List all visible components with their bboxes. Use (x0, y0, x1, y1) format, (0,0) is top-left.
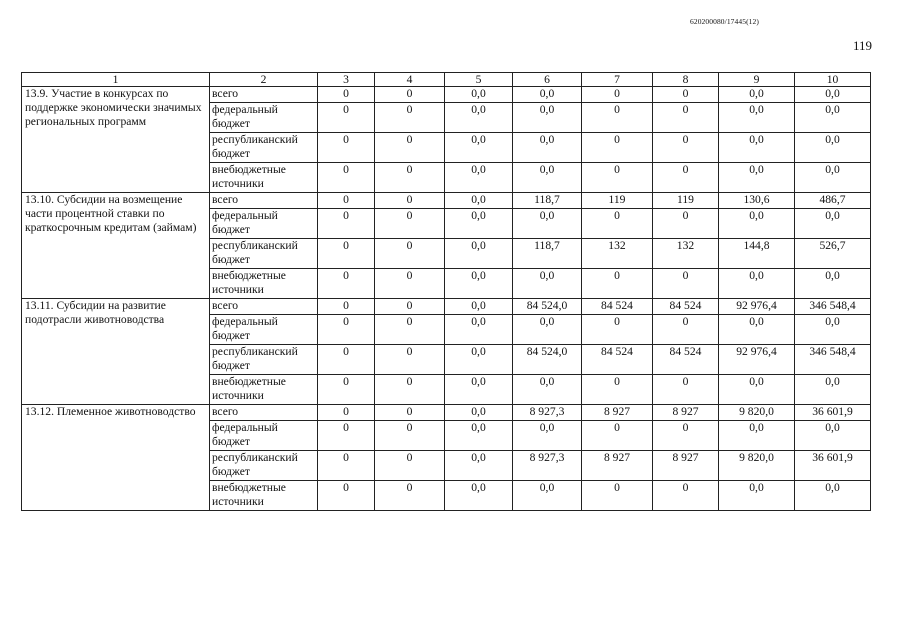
program-name-cell: 13.10. Субсидии на возмещение части процентной ставки по краткосрочным кредитам (займам) (22, 193, 210, 299)
value-cell: 0,0 (719, 481, 795, 511)
value-cell: 144,8 (719, 239, 795, 269)
value-cell: 0,0 (719, 103, 795, 133)
funding-source-cell: всего (210, 405, 318, 421)
value-cell: 0,0 (513, 163, 582, 193)
value-cell: 0 (375, 239, 445, 269)
value-cell: 0 (375, 163, 445, 193)
value-cell: 84 524,0 (513, 299, 582, 315)
value-cell: 0 (375, 421, 445, 451)
value-cell: 0 (375, 133, 445, 163)
value-cell: 0,0 (795, 481, 871, 511)
value-cell: 0 (318, 481, 375, 511)
value-cell: 0,0 (795, 209, 871, 239)
value-cell: 0 (375, 375, 445, 405)
page-number: 119 (853, 38, 873, 53)
value-cell: 0 (653, 103, 719, 133)
column-header-10: 10 (795, 73, 871, 87)
value-cell: 0 (582, 87, 653, 103)
value-cell: 0,0 (513, 103, 582, 133)
value-cell: 526,7 (795, 239, 871, 269)
value-cell: 0,0 (795, 133, 871, 163)
value-cell: 0 (318, 299, 375, 315)
value-cell: 0 (318, 345, 375, 375)
value-cell: 0,0 (719, 163, 795, 193)
value-cell: 0 (375, 451, 445, 481)
value-cell: 0,0 (719, 269, 795, 299)
value-cell: 8 927 (653, 451, 719, 481)
value-cell: 0,0 (513, 481, 582, 511)
value-cell: 0 (582, 421, 653, 451)
value-cell: 0,0 (795, 269, 871, 299)
funding-source-cell: республиканский бюджет (210, 133, 318, 163)
value-cell: 0,0 (445, 315, 513, 345)
value-cell: 0 (582, 269, 653, 299)
table-row (22, 193, 871, 209)
value-cell: 0 (318, 451, 375, 481)
value-cell: 0,0 (445, 133, 513, 163)
value-cell: 0,0 (445, 481, 513, 511)
value-cell: 0 (318, 193, 375, 209)
value-cell: 0,0 (795, 315, 871, 345)
value-cell: 8 927,3 (513, 451, 582, 481)
value-cell: 0,0 (513, 315, 582, 345)
funding-source-cell: республиканский бюджет (210, 239, 318, 269)
value-cell: 0 (318, 315, 375, 345)
value-cell: 0 (375, 103, 445, 133)
value-cell: 0 (582, 315, 653, 345)
value-cell: 0 (318, 103, 375, 133)
value-cell: 0,0 (513, 421, 582, 451)
funding-source-cell: всего (210, 87, 318, 103)
value-cell: 0,0 (719, 209, 795, 239)
value-cell: 36 601,9 (795, 405, 871, 421)
program-name-cell: 13.11. Субсидии на развитие подотрасли животноводства (22, 299, 210, 405)
value-cell: 0 (375, 405, 445, 421)
value-cell: 0,0 (445, 209, 513, 239)
program-name-cell: 13.9. Участие в конкурсах по поддержке экономически значимых региональных программ (22, 87, 210, 193)
value-cell: 0 (318, 133, 375, 163)
document-code: 620200080/17445(12) (690, 17, 759, 26)
funding-source-cell: республиканский бюджет (210, 345, 318, 375)
value-cell: 346 548,4 (795, 299, 871, 315)
value-cell: 0,0 (445, 269, 513, 299)
column-header-5: 5 (445, 73, 513, 87)
value-cell: 0,0 (795, 421, 871, 451)
column-header-8: 8 (653, 73, 719, 87)
column-header-2: 2 (210, 73, 318, 87)
column-header-1: 1 (22, 73, 210, 87)
value-cell: 0 (582, 103, 653, 133)
funding-source-cell: всего (210, 299, 318, 315)
value-cell: 0 (318, 269, 375, 299)
value-cell: 0 (318, 209, 375, 239)
value-cell: 0 (375, 87, 445, 103)
value-cell: 0,0 (445, 163, 513, 193)
value-cell: 0 (653, 163, 719, 193)
value-cell: 84 524 (653, 345, 719, 375)
value-cell: 0,0 (445, 299, 513, 315)
value-cell: 0 (653, 87, 719, 103)
value-cell: 0 (375, 209, 445, 239)
value-cell: 0,0 (795, 163, 871, 193)
value-cell: 486,7 (795, 193, 871, 209)
funding-source-cell: всего (210, 193, 318, 209)
value-cell: 0 (375, 315, 445, 345)
value-cell: 0 (318, 163, 375, 193)
program-name-cell: 13.12. Племенное животноводство (22, 405, 210, 511)
value-cell: 8 927,3 (513, 405, 582, 421)
value-cell: 84 524,0 (513, 345, 582, 375)
value-cell: 0,0 (719, 87, 795, 103)
value-cell: 119 (653, 193, 719, 209)
value-cell: 0,0 (445, 193, 513, 209)
value-cell: 346 548,4 (795, 345, 871, 375)
value-cell: 8 927 (582, 451, 653, 481)
value-cell: 0 (653, 481, 719, 511)
value-cell: 0 (653, 209, 719, 239)
value-cell: 0,0 (513, 87, 582, 103)
value-cell: 0,0 (719, 315, 795, 345)
value-cell: 0,0 (719, 133, 795, 163)
value-cell: 0,0 (719, 421, 795, 451)
value-cell: 132 (582, 239, 653, 269)
value-cell: 8 927 (653, 405, 719, 421)
value-cell: 0 (375, 299, 445, 315)
value-cell: 0,0 (513, 269, 582, 299)
table-body (22, 73, 871, 511)
column-header-6: 6 (513, 73, 582, 87)
value-cell: 84 524 (582, 299, 653, 315)
value-cell: 118,7 (513, 239, 582, 269)
value-cell: 0,0 (513, 209, 582, 239)
value-cell: 0,0 (445, 103, 513, 133)
value-cell: 0,0 (795, 375, 871, 405)
funding-source-cell: внебюджетные источники (210, 481, 318, 511)
value-cell: 132 (653, 239, 719, 269)
value-cell: 9 820,0 (719, 405, 795, 421)
funding-source-cell: внебюджетные источники (210, 269, 318, 299)
value-cell: 0,0 (445, 421, 513, 451)
funding-source-cell: республиканский бюджет (210, 451, 318, 481)
value-cell: 0,0 (795, 103, 871, 133)
value-cell: 0 (375, 193, 445, 209)
value-cell: 0 (318, 421, 375, 451)
value-cell: 8 927 (582, 405, 653, 421)
value-cell: 0 (582, 163, 653, 193)
value-cell: 0 (375, 481, 445, 511)
value-cell: 0 (653, 315, 719, 345)
value-cell: 0 (318, 87, 375, 103)
value-cell: 0 (318, 239, 375, 269)
column-header-3: 3 (318, 73, 375, 87)
funding-source-cell: федеральный бюджет (210, 421, 318, 451)
value-cell: 0,0 (445, 405, 513, 421)
value-cell: 0 (582, 133, 653, 163)
value-cell: 0 (375, 345, 445, 375)
value-cell: 0,0 (795, 87, 871, 103)
value-cell: 0,0 (513, 133, 582, 163)
funding-source-cell: федеральный бюджет (210, 315, 318, 345)
value-cell: 84 524 (582, 345, 653, 375)
value-cell: 0 (582, 209, 653, 239)
table-row (22, 299, 871, 315)
value-cell: 0 (653, 421, 719, 451)
funding-source-cell: федеральный бюджет (210, 209, 318, 239)
value-cell: 0 (582, 481, 653, 511)
value-cell: 9 820,0 (719, 451, 795, 481)
value-cell: 130,6 (719, 193, 795, 209)
value-cell: 0,0 (719, 375, 795, 405)
funding-source-cell: внебюджетные источники (210, 163, 318, 193)
value-cell: 0,0 (445, 87, 513, 103)
value-cell: 36 601,9 (795, 451, 871, 481)
column-header-4: 4 (375, 73, 445, 87)
value-cell: 0 (318, 405, 375, 421)
value-cell: 92 976,4 (719, 345, 795, 375)
value-cell: 0 (653, 375, 719, 405)
value-cell: 0 (375, 269, 445, 299)
table-row (22, 405, 871, 421)
value-cell: 118,7 (513, 193, 582, 209)
value-cell: 0 (582, 375, 653, 405)
value-cell: 84 524 (653, 299, 719, 315)
table-row (22, 87, 871, 103)
value-cell: 0 (653, 269, 719, 299)
value-cell: 0 (653, 133, 719, 163)
budget-table (21, 72, 871, 511)
column-header-9: 9 (719, 73, 795, 87)
value-cell: 119 (582, 193, 653, 209)
value-cell: 0,0 (445, 451, 513, 481)
header-row (22, 73, 871, 87)
value-cell: 0,0 (445, 345, 513, 375)
value-cell: 0,0 (445, 239, 513, 269)
funding-source-cell: внебюджетные источники (210, 375, 318, 405)
value-cell: 92 976,4 (719, 299, 795, 315)
value-cell: 0,0 (513, 375, 582, 405)
value-cell: 0 (318, 375, 375, 405)
funding-source-cell: федеральный бюджет (210, 103, 318, 133)
column-header-7: 7 (582, 73, 653, 87)
value-cell: 0,0 (445, 375, 513, 405)
